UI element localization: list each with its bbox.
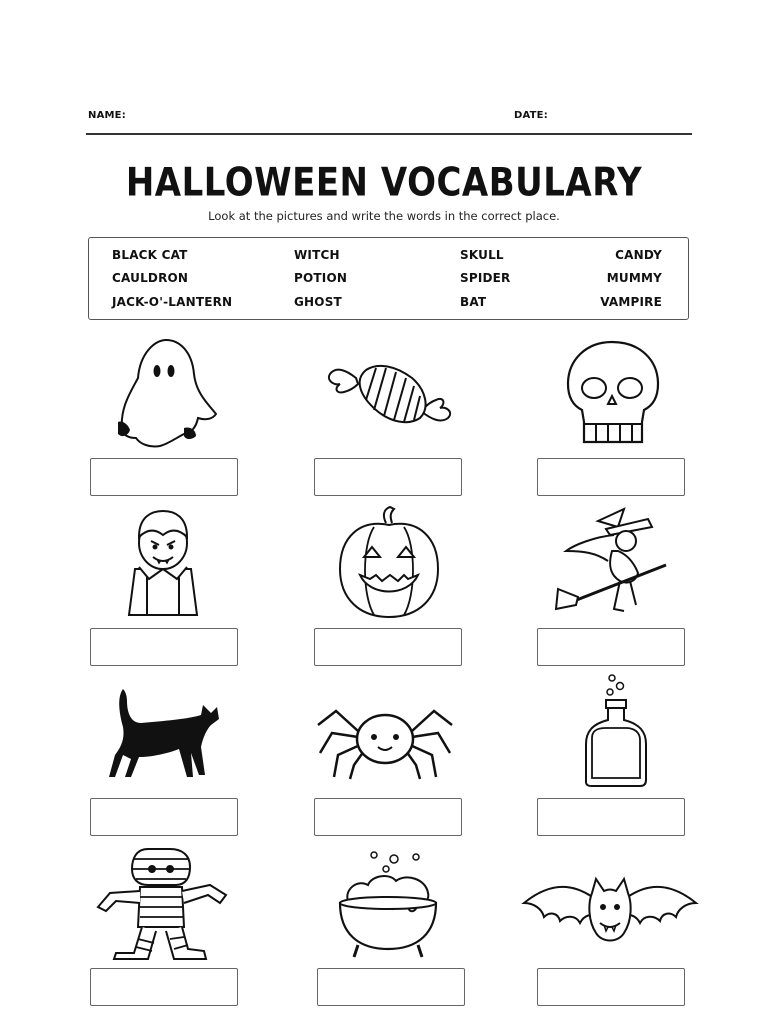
- date-label: DATE:: [514, 110, 548, 121]
- answer-box-7[interactable]: [90, 798, 238, 836]
- word-witch: WITCH: [294, 248, 340, 262]
- answer-box-3[interactable]: [537, 458, 685, 496]
- answer-box-5[interactable]: [314, 628, 462, 666]
- cauldron-icon: [334, 849, 442, 959]
- bat-icon: [520, 873, 700, 951]
- word-mummy: MUMMY: [606, 271, 662, 285]
- word-black-cat: BLACK CAT: [112, 248, 188, 262]
- answer-box-6[interactable]: [537, 628, 685, 666]
- answer-box-4[interactable]: [90, 628, 238, 666]
- skull-icon: [562, 338, 662, 446]
- ghost-icon: [110, 338, 220, 450]
- witch-icon: [554, 505, 670, 617]
- black-cat-icon: [103, 683, 221, 781]
- candy-icon: [326, 348, 458, 444]
- word-ghost: GHOST: [294, 295, 342, 309]
- word-candy: CANDY: [615, 248, 662, 262]
- answer-box-12[interactable]: [537, 968, 685, 1006]
- page-title: HALLOWEEN VOCABULARY: [125, 160, 643, 206]
- word-jack-o-lantern: JACK-O'-LANTERN: [112, 295, 233, 309]
- name-label: NAME:: [88, 110, 126, 121]
- answer-box-2[interactable]: [314, 458, 462, 496]
- word-bat: BAT: [460, 295, 487, 309]
- answer-box-11[interactable]: [317, 968, 465, 1006]
- mummy-icon: [96, 845, 228, 961]
- word-spider: SPIDER: [460, 271, 511, 285]
- vampire-icon: [125, 507, 201, 619]
- instructions: Look at the pictures and write the words in the correct place.: [208, 209, 560, 223]
- answer-box-10[interactable]: [90, 968, 238, 1006]
- answer-box-1[interactable]: [90, 458, 238, 496]
- answer-box-9[interactable]: [537, 798, 685, 836]
- header-divider: [86, 133, 692, 135]
- answer-box-8[interactable]: [314, 798, 462, 836]
- word-vampire: VAMPIRE: [600, 295, 662, 309]
- word-skull: SKULL: [460, 248, 504, 262]
- spider-icon: [314, 693, 456, 781]
- word-cauldron: CAULDRON: [112, 271, 189, 285]
- word-potion: POTION: [294, 271, 348, 285]
- jack-o-lantern-icon: [336, 505, 442, 619]
- potion-icon: [582, 674, 650, 788]
